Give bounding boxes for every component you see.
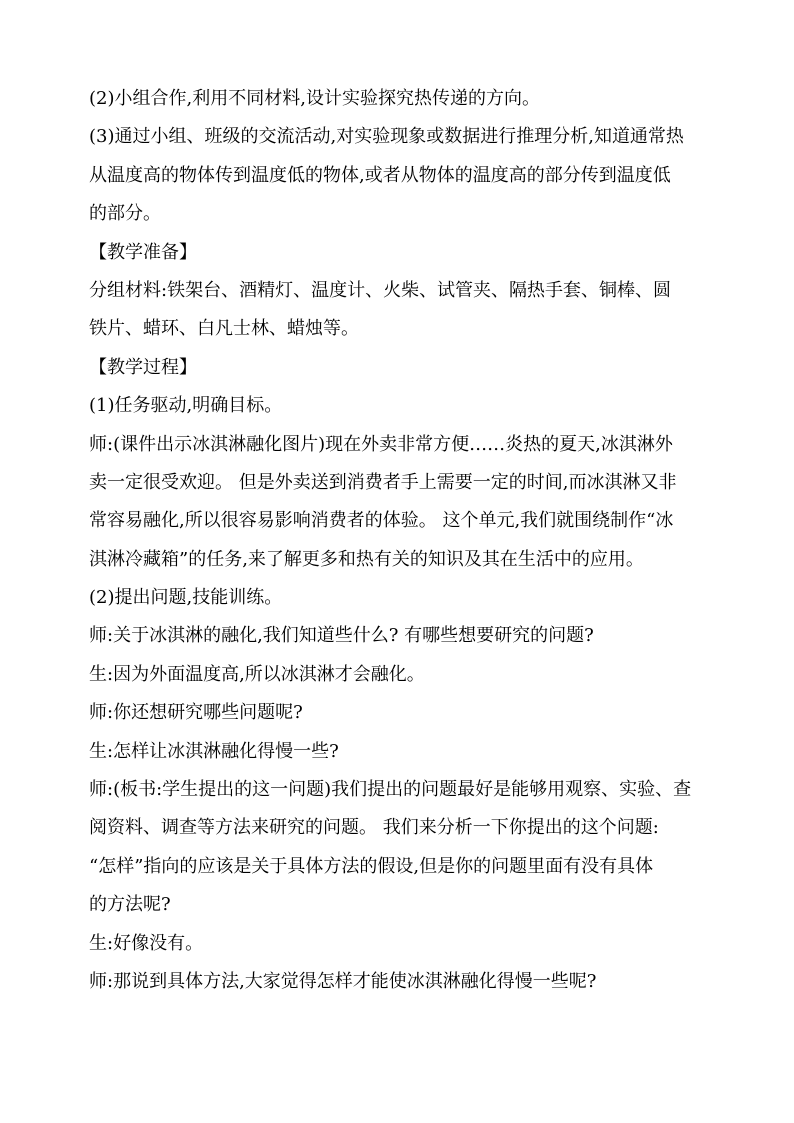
text-line: 分组材料:铁架台、酒精灯、温度计、火柴、试管夹、隔热手套、铜棒、圆 xyxy=(89,279,672,301)
text-line: 阅资料、调查等方法来研究的问题。 我们来分析一下你提出的这个问题: xyxy=(89,817,659,839)
text-line: 常容易融化,所以很容易影响消费者的体验。 这个单元,我们就围绕制作“冰 xyxy=(89,510,674,532)
text-line: 师:(课件出示冰淇淋融化图片)现在外卖非常方便……炎热的夏天,冰淇淋外 xyxy=(89,433,673,455)
text-line: 师:(板书:学生提出的这一问题)我们提出的问题最好是能够用观察、实验、查 xyxy=(89,779,692,801)
text-line: 铁片、蜡环、白凡士林、蜡烛等。 xyxy=(89,318,359,340)
section-heading: 【教学准备】 xyxy=(89,241,197,263)
text-line: (2)小组合作,利用不同材料,设计实验探究热传递的方向。 xyxy=(89,88,540,109)
document-body xyxy=(89,80,729,1001)
text-line: 师:那说到具体方法,大家觉得怎样才能使冰淇淋融化得慢一些呢? xyxy=(89,970,597,992)
text-line: (3)通过小组、班级的交流活动,对实验现象或数据进行推理分析,知道通常热 xyxy=(89,126,684,148)
text-line: 师:你还想研究哪些问题呢? xyxy=(89,702,303,724)
text-line: 师:关于冰淇淋的融化,我们知道些什么? 有哪些想要研究的问题? xyxy=(89,625,594,647)
text-line: 的部分。 xyxy=(89,203,161,225)
text-line: 的方法呢? xyxy=(89,894,171,916)
text-line: 从温度高的物体传到温度低的物体,或者从物体的温度高的部分传到温度低 xyxy=(89,164,671,186)
text-line: “怎样”指向的应该是关于具体方法的假设,但是你的问题里面有没有具体 xyxy=(89,855,654,877)
text-line: 生:怎样让冰淇淋融化得慢一些? xyxy=(89,740,339,762)
section-heading: 【教学过程】 xyxy=(89,356,197,378)
text-line: 生:因为外面温度高,所以冰淇淋才会融化。 xyxy=(89,663,425,685)
text-line: 生:好像没有。 xyxy=(89,932,204,954)
text-line: 卖一定很受欢迎。 但是外卖送到消费者手上需要一定的时间,而冰淇淋又非 xyxy=(89,471,677,493)
text-line: 淇淋冷藏箱”的任务,来了解更多和热有关的知识及其在生活中的应用。 xyxy=(89,548,644,570)
text-line: (2)提出问题,技能训练。 xyxy=(89,587,283,609)
text-line: (1)任务驱动,明确目标。 xyxy=(89,395,283,417)
